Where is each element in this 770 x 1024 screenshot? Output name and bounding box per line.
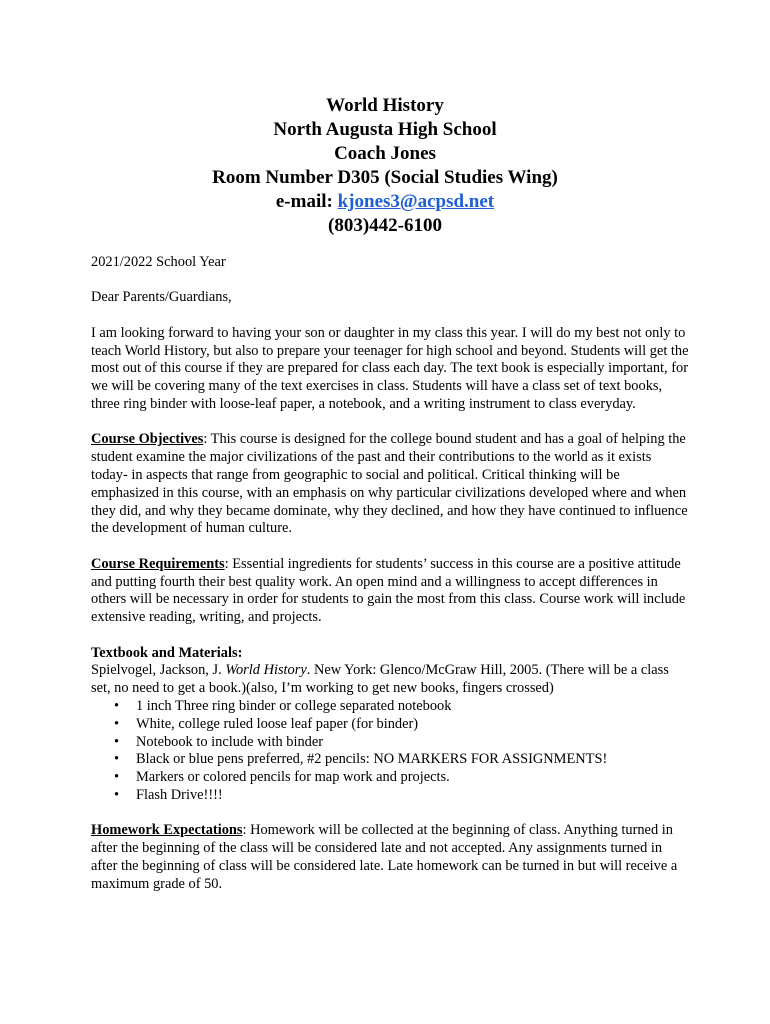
list-item: • Flash Drive!!!!	[114, 786, 223, 803]
objectives-text: : This course is designed for the college bound student and has a goal of helping the student examine the major civilizations of the past and their contributions to the world as it exists today- in aspects that range from geographic to social and political. Critical thinking will be emphasized in this course, with an emphasis on why particular civilizations developed where and when they did, and why they became dominate, why they declined, and how they have continued to influence the development of human culture.	[91, 431, 688, 537]
list-item: • Notebook to include with binder	[114, 733, 324, 750]
materials-list	[91, 698, 691, 805]
letter-body	[91, 254, 691, 911]
intro-paragraph: I am looking forward to having your son or daughter in my class this year. I will do my best not only to teach World History, but also to prepare your teenager for high school and beyond. Students will get the most out of this course if they are prepared for class each day. The text book is especially important, for we will be covering many of the text exercises in class. Students will have a class set of text books, three ring binder with loose-leaf paper, a notebook, and a writing instrument to class everyday.	[91, 324, 689, 412]
homework-text: : Homework will be collected at the beginning of class. Anything turned in after the beginning of the class will be considered late and not accepted. Any assignments turned in after the beginning of class will be considered late. Late homework can be turned in but will receive a maximum grade of 50.	[91, 822, 678, 892]
list-item: • White, college ruled loose leaf paper (for binder)	[114, 715, 419, 732]
objectives-label: Course Objectives	[91, 431, 204, 448]
school-year: 2021/2022 School Year	[91, 254, 226, 270]
bullet-icon: •	[114, 786, 120, 803]
list-item: • Markers or colored pencils for map work and projects.	[114, 769, 450, 786]
bullet-icon: •	[114, 751, 120, 768]
teacher-name: Coach Jones	[334, 143, 436, 164]
list-item: • Black or blue pens preferred, #2 pencils: NO MARKERS FOR ASSIGNMENTS!	[114, 751, 608, 768]
letter-header	[0, 94, 770, 238]
textbook-label: Textbook and Materials:	[91, 644, 243, 661]
bullet-icon: •	[114, 697, 120, 714]
requirements-label: Course Requirements	[91, 555, 225, 572]
list-item: • 1 inch Three ring binder or college separated notebook	[114, 697, 452, 714]
room-number: Room Number D305 (Social Studies Wing)	[212, 167, 558, 188]
phone-number: (803)442-6100	[328, 215, 442, 236]
textbook-citation	[91, 662, 691, 698]
objectives-paragraph	[91, 431, 691, 538]
school-name: North Augusta High School	[273, 119, 497, 140]
email-label: e-mail:	[275, 191, 338, 212]
textbook-author: Spielvogel, Jackson, J.	[91, 662, 226, 679]
textbook-details: . New York: Glenco/McGraw Hill, 2005. (There will be a class set, no need to get a book.)(also, I’m working to get new books, fingers crossed)	[91, 662, 669, 697]
textbook-title: World History	[225, 662, 307, 679]
homework-paragraph	[91, 822, 691, 893]
email-link[interactable]: kjones3@acpsd.net	[337, 191, 495, 212]
requirements-text: : Essential ingredients for students’ success in this course are a positive attitude and putting fourth their best quality work. An open mind and a willingness to accept differences in others will be necessary in order for students to gain the most from this class. Course work will include extensive reading, writing, and projects.	[91, 555, 686, 626]
bullet-icon: •	[114, 769, 120, 786]
email-line	[0, 190, 770, 214]
salutation: Dear Parents/Guardians,	[91, 289, 232, 306]
bullet-icon: •	[114, 733, 120, 750]
course-title: World History	[326, 95, 444, 116]
bullet-icon: •	[114, 715, 120, 732]
requirements-paragraph	[91, 556, 691, 627]
homework-label: Homework Expectations	[91, 822, 243, 839]
